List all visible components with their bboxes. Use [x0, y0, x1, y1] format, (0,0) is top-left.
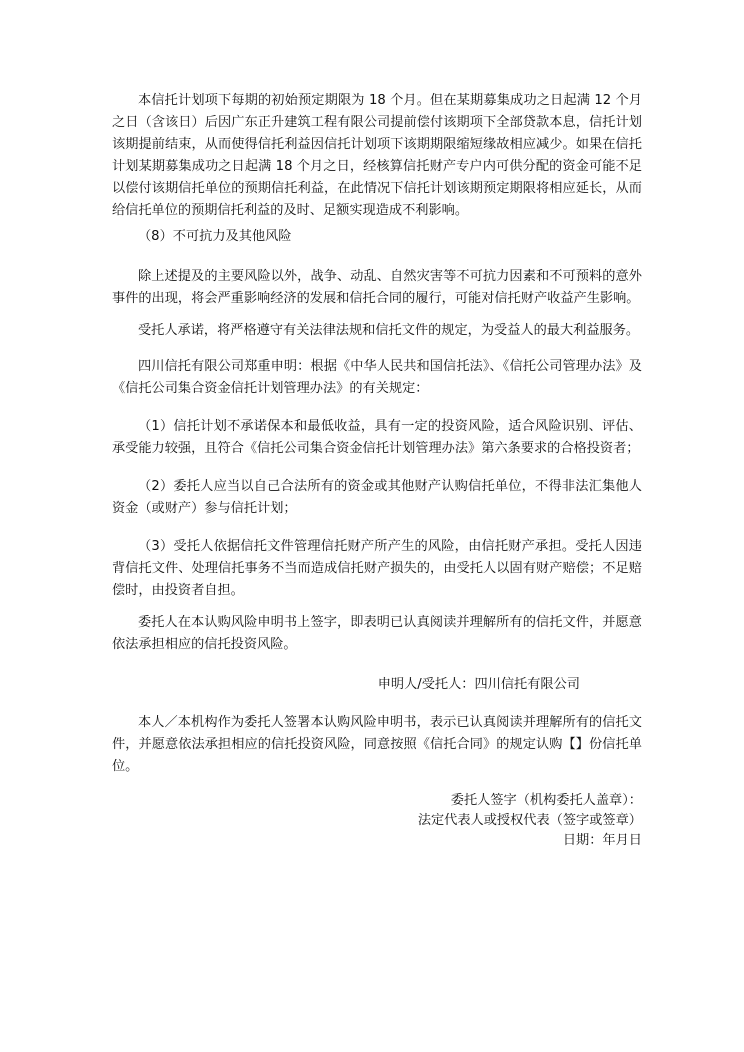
clause-3: （3）受托人依据信托文件管理信托财产所产生的风险，由信托财产承担。受托人因违背信托文件、处理信托事务不当而造成信托财产损失的，由受托人以固有财产赔偿；不足赔偿时，由投资者自担。 — [112, 539, 642, 598]
declarant-line: 申明人/受托人：四川信托有限公司 — [377, 677, 580, 692]
section-heading-force-majeure: （8）不可抗力及其他风险 — [138, 229, 292, 244]
clause-1: （1）信托计划不承诺保本和最低收益，具有一定的投资风险，适合风险识别、评估、承受能力较强，且符合《信托公司集合资金信托计划管理办法》第六条要求的合格投资者； — [112, 419, 642, 456]
paragraph-trustee-commitment: 受托人承诺，将严格遵守有关法律法规和信托文件的规定，为受益人的最大利益服务。 — [138, 323, 640, 338]
clause-2: （2）委托人应当以自己合法所有的资金或其他财产认购信托单位，不得非法汇集他人资金（或财产）参与信托计划； — [112, 479, 642, 516]
paragraph-term-risk: 本信托计划项下每期的初始预定期限为 18 个月。但在某期募集成功之日起满 12 个月之日（含该日）后因广东正升建筑工程有限公司提前偿付该期项下全部贷款本息，信托计划该期提前结束，从而使得信托利益因信托计划项下该期期限缩短缘故相应减少。如果在信托计划某期募集成功之日起满 18 个月之日，经核算信托财产专户内可供分配的资金可能不足以偿付该期信托单位的预期信托利益，在此情况下信托计划该期预定期限将相应延长，从而给信托单位的预期信托利益的及时、足额实现造成不利影响。 — [112, 93, 642, 218]
paragraph-signing-acknowledgement: 委托人在本认购风险申明书上签字，即表明已认真阅读并理解所有的信托文件，并愿意依法承担相应的信托投资风险。 — [112, 615, 642, 652]
paragraph-declaration-intro: 四川信托有限公司郑重申明：根据《中华人民共和国信托法》、《信托公司管理办法》及《信托公司集合资金信托计划管理办法》的有关规定： — [112, 359, 642, 396]
signature-line-representative: 法定代表人或授权代表（签字或签章） — [417, 813, 642, 828]
signature-line-date: 日期：年月日 — [562, 833, 642, 848]
paragraph-client-statement: 本人／本机构作为委托人签署本认购风险申明书，表示已认真阅读并理解所有的信托文件，并愿意依法承担相应的信托投资风险，同意按照《信托合同》的规定认购【】份信托单位。 — [112, 715, 642, 774]
paragraph-force-majeure: 除上述提及的主要风险以外，战争、动乱、自然灾害等不可抗力因素和不可预料的意外事件的出现，将会严重影响经济的发展和信托合同的履行，可能对信托财产收益产生影响。 — [112, 269, 642, 306]
signature-line-client: 委托人签字（机构委托人盖章）： — [450, 793, 642, 808]
